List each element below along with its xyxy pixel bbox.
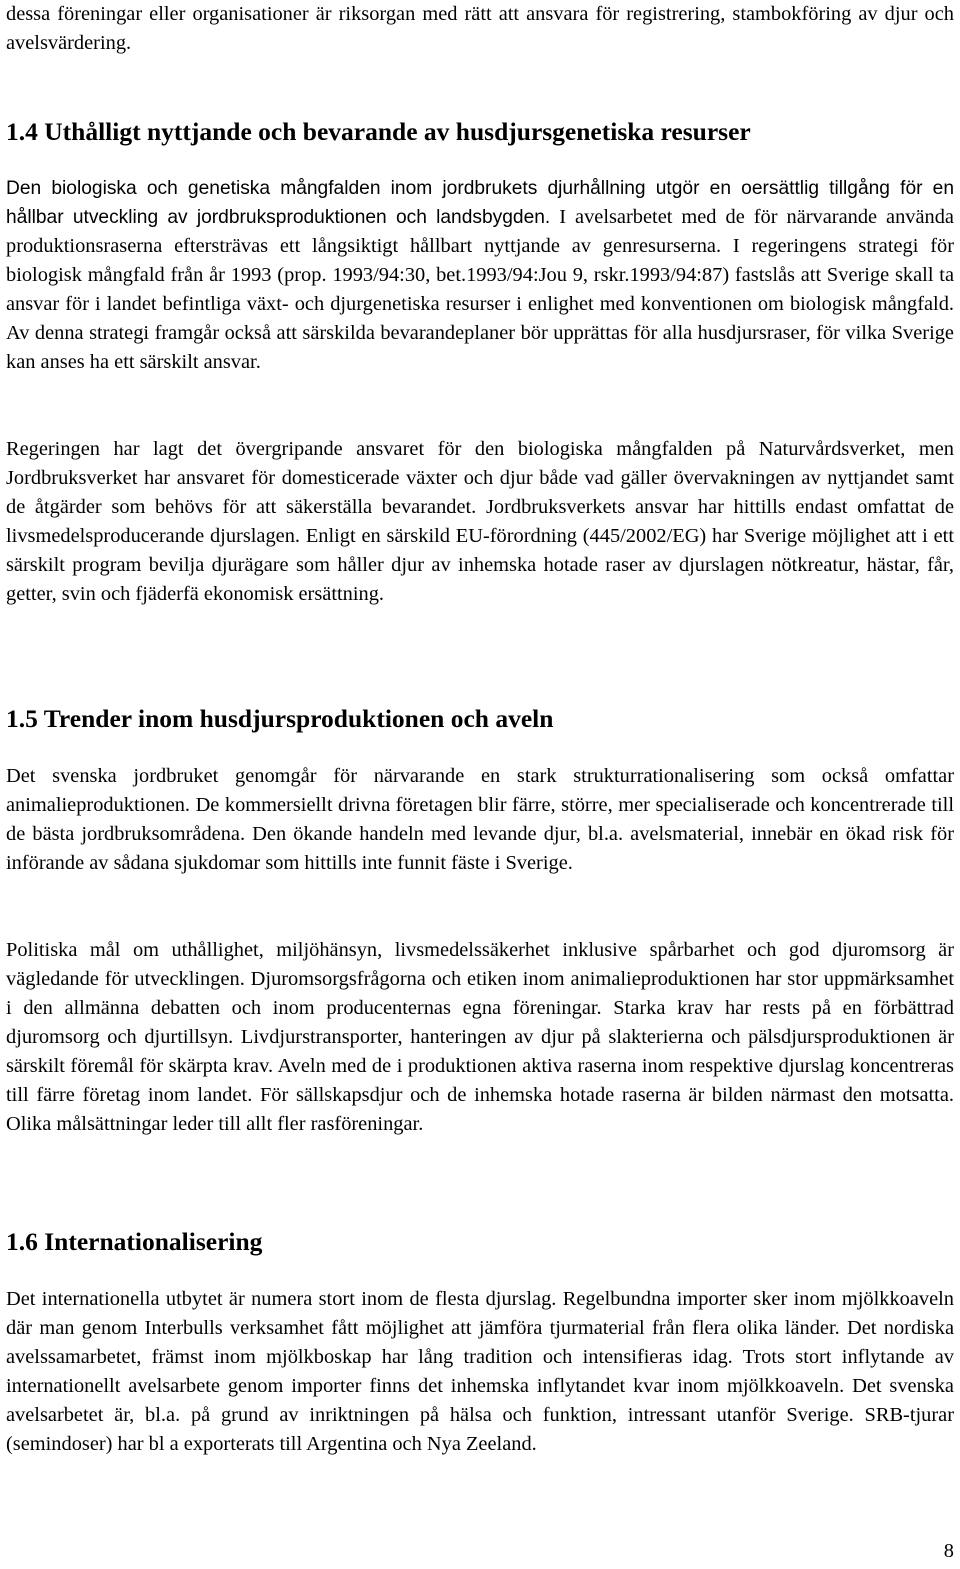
section-1-5-paragraph-2: Politiska mål om uthållighet, miljöhänsyn, livsmedelssäkerhet inklusive spårbarhet och god djuromsorg är vägledande för utvecklingen. Djuromsorgsfrågorna och etiken inom animalieproduktionen har stor uppmärksamhet i den allmänna debatten och inom producenternas egna föreningar. Starka krav har rests på en förbättrad djuromsorg och djurtillsyn. Livdjurstransporter, hanteringen av djur på slakterierna och pälsdjursproduktionen är särskilt föremål för skärpta krav. Aveln med de i produktionen aktiva raserna inom respektive djurslag koncentreras till färre företag inom landet. För sällskapsdjur och de inhemska hotade raserna är bilden närmast den motsatta. Olika målsättningar leder till allt fler rasföreningar. [6, 939, 954, 1135]
section-1-5-paragraph-1: Det svenska jordbruket genomgår för närvarande en stark strukturrationalisering som också omfattar animalieproduktionen. De kommersiellt drivna företagen blir färre, större, mer specialiserade och koncentrerade till de bästa jordbruksområdena. Den ökande handeln med levande djur, bl.a. avelsmaterial, innebär en ökad risk för införande av sådana sjukdomar som hittills inte funnit fäste i Sverige. [6, 765, 954, 874]
section-1-6-paragraph-1: Det internationella utbytet är numera stort inom de flesta djurslag. Regelbundna importer sker inom mjölkkoaveln där man genom Interbulls verksamhet fått möjlighet att jämföra tjurmaterial från flera olika länder. Det nordiska avelssamarbetet, främst inom mjölkboskap har lång tradition och intensifieras idag. Trots stort inflytande av internationellt avelsarbete genom importer finns det inhemska inflytandet kvar inom mjölkkoaveln. Det svenska avelsarbetet är, bl.a. på grund av inriktningen på hälsa och funktion, intressant utanför Sverige. SRB-tjurar (semindoser) har bl a exporterats till Argentina och Nya Zeeland. [6, 1288, 954, 1455]
intro-paragraph: dessa föreningar eller organisationer är riksorgan med rätt att ansvara för registrering, stambokföring av djur och avelsvärdering. [6, 3, 954, 54]
section-1-4-paragraph-1 [6, 174, 954, 377]
section-1-4-heading: 1.4 Uthålligt nyttjande och bevarande av husdjursgenetiska resurser [6, 117, 751, 146]
text-segment: I regeringens strategi för biologisk mångfald från år 1993 (prop. 1993/94:30, bet.1993/94:Jou 9, rskr.1993/94:87) fastslås att Sverige skall ta ansvar för i landet befintliga växt- och djurgenetiska resurser i enlighet med konventionen om biologisk mångfald. Av denna strategi framgår också att särskilda bevarandeplaner bör upprättas för alla husdjursraser, för vilka Sverige kan anses ha ett särskilt ansvar. [6, 235, 954, 373]
sans-text-segment: Den biologiska och genetiska mångfalden inom jordbrukets djurhållning utgör en oersättlig tillgång för en hållbar utveckling av jordbruksproduktionen och landsbygden. [6, 178, 954, 228]
section-1-6-heading: 1.6 Internationalisering [6, 1227, 263, 1256]
text-segment: I avelsarbetet med de för närvarande använda produktionsraserna eftersträvas ett långsiktigt hållbart nyttjande av genresurserna. [6, 206, 954, 257]
section-1-5-heading: 1.5 Trender inom husdjursproduktionen och aveln [6, 704, 554, 733]
section-1-4-paragraph-2: Regeringen har lagt det övergripande ansvaret för den biologiska mångfalden på Naturvårdsverket, men Jordbruksverket har ansvaret för domesticerade växter och djur både vad gäller övervakningen av nyttjandet samt de åtgärder som behövs för att säkerställa bevarandet. Jordbruksverkets ansvar har hittills endast omfattat de livsmedelsproducerande djurslagen. Enligt en särskild EU-förordning (445/2002/EG) har Sverige möjlighet att i ett särskilt program bevilja djurägare som håller djur av inhemska hotade raser av djurslagen nötkreatur, hästar, får, getter, svin och fjäderfä ekonomisk ersättning. [6, 438, 954, 605]
page-number: 8 [943, 1540, 954, 1562]
